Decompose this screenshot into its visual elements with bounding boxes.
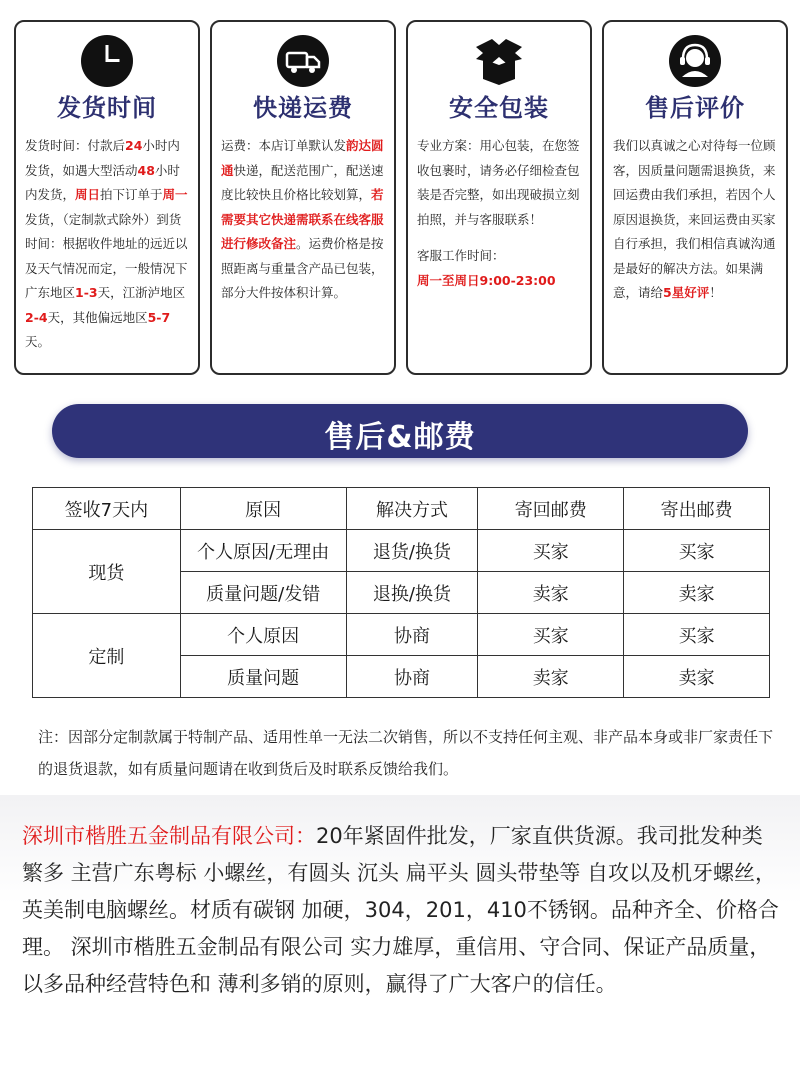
card-safe-packaging xyxy=(406,20,592,375)
table-cell: 退货/换货 xyxy=(346,530,478,572)
table-header-row xyxy=(33,488,770,530)
card-body xyxy=(613,134,777,306)
highlight-text: 若需要其它快递需联系在线客服进行修改备注 xyxy=(221,187,384,251)
table-row xyxy=(33,614,770,656)
card-after-sales xyxy=(602,20,788,375)
body-text: 快递，配送范围广，配送速度比较快且价格比较划算， xyxy=(221,162,384,202)
table-header-cell: 寄出邮费 xyxy=(624,488,770,530)
table-cell: 买家 xyxy=(624,530,770,572)
table-cell: 卖家 xyxy=(624,572,770,614)
table-cell: 质量问题 xyxy=(180,656,346,698)
body-text: 运费：本店订单默认发 xyxy=(221,138,347,153)
body-text: ！ xyxy=(709,285,722,300)
group-label: 定制 xyxy=(33,614,181,698)
highlight-text: 5-7 xyxy=(147,309,171,325)
table-cell: 个人原因 xyxy=(180,614,346,656)
table-cell: 退换/换货 xyxy=(346,572,478,614)
card-shipping-fee xyxy=(210,20,396,375)
table-cell: 协商 xyxy=(346,656,478,698)
section-banner xyxy=(52,404,748,458)
highlight-text: 韵达圆通 xyxy=(221,138,384,178)
customer-service-headset-icon xyxy=(666,32,724,90)
table-header-cell: 解决方式 xyxy=(346,488,478,530)
delivery-truck-icon xyxy=(274,32,332,90)
after-sales-shipping-table xyxy=(32,487,770,698)
company-intro xyxy=(22,818,782,1003)
policy-note: 注：因部分定制款属于特制产品、适用性单一无法二次销售，所以不支持任何主观、非产品本身或非厂家责任下的退货退款，如有质量问题请在收到货后及时联系反馈给我们。 xyxy=(38,728,774,778)
card-shipping-time xyxy=(14,20,200,375)
company-name: 深圳市楷胜五金制品有限公司： xyxy=(22,824,316,848)
body-text: 小时内发货， xyxy=(25,162,180,202)
card-title: 快递运费 xyxy=(253,94,353,122)
table-cell: 买家 xyxy=(624,614,770,656)
table-header-cell: 原因 xyxy=(180,488,346,530)
body-text: 。运费价格是按照距离与重量含产品已包装，部分大件按体积计算。 xyxy=(221,236,384,300)
card-body xyxy=(417,134,581,293)
card-title: 安全包装 xyxy=(449,94,549,122)
body-text: 发货时间：付款后 xyxy=(25,138,126,153)
body-text: 发货，（定制款式除外）到货时间：根据收件地址的远近以及天气情况而定，一般情况下广东地区 xyxy=(25,211,188,300)
group-label: 现货 xyxy=(33,530,181,614)
service-hours-label: 客服工作时间： xyxy=(417,248,505,263)
service-cards xyxy=(14,20,790,377)
body-text: 天，其他偏远地区 xyxy=(47,309,148,325)
body-text: 拍下订单于 xyxy=(100,187,163,202)
table-cell: 卖家 xyxy=(478,572,624,614)
card-body xyxy=(25,134,189,355)
company-description: 20年紧固件批发，厂家直供货源。我司批发种类繁多 主营广东粤标 小螺丝，有圆头 沉头 扁平头 圆头带垫等 自攻以及机牙螺丝，英美制电脑螺丝。材质有碳钢 加硬，304，201，410不锈钢。品种齐全、价格合理。 深圳市楷胜五金制品有限公司 实力雄厚，重信用、守合同、保证产品质量，以多品种经营特色和 薄利多销的原则，赢得了广大客户的信任。 xyxy=(22,824,779,996)
highlight-text: 2-4 xyxy=(25,309,48,325)
table-cell: 个人原因/无理由 xyxy=(180,530,346,572)
table-cell: 协商 xyxy=(346,614,478,656)
highlight-text: 周日 xyxy=(75,187,101,202)
body-text: 天。 xyxy=(25,334,51,349)
highlight-text: 周一 xyxy=(162,187,188,202)
body-text: 专业方案：用心包装，在您签收包裹时，请务必仔细检查包装是否完整，如出现破损立刻拍照，并与客服联系！ xyxy=(417,138,580,227)
body-text: 天，江浙泸地区 xyxy=(97,285,186,300)
highlight-text: 5星好评 xyxy=(663,285,710,300)
card-body xyxy=(221,134,385,306)
clock-icon xyxy=(78,32,136,90)
table-cell: 买家 xyxy=(478,530,624,572)
highlight-text: 24 xyxy=(125,138,143,153)
body-text: 小时内发货，如遇大型活动 xyxy=(25,138,180,178)
table-cell: 买家 xyxy=(478,614,624,656)
table-header-cell: 签收7天内 xyxy=(33,488,181,530)
card-title: 售后评价 xyxy=(645,94,745,122)
table-header-cell: 寄回邮费 xyxy=(478,488,624,530)
table-cell: 卖家 xyxy=(624,656,770,698)
banner-title: 售后&邮费 xyxy=(324,420,476,455)
table-cell: 质量问题/发错 xyxy=(180,572,346,614)
service-hours-value: 周一至周日9:00-23:00 xyxy=(417,272,556,288)
package-box-icon xyxy=(470,32,528,90)
table-row xyxy=(33,530,770,572)
highlight-text: 1-3 xyxy=(75,285,98,300)
body-text: 我们以真诚之心对待每一位顾客，因质量问题需退换货，来回运费由我们承担，若因个人原因退换货，来回运费由买家自行承担，我们相信真诚沟通是最好的解决方法。如果满意，请给 xyxy=(613,138,776,300)
card-title: 发货时间 xyxy=(57,94,157,122)
table-cell: 卖家 xyxy=(478,656,624,698)
highlight-text: 48 xyxy=(137,162,155,178)
